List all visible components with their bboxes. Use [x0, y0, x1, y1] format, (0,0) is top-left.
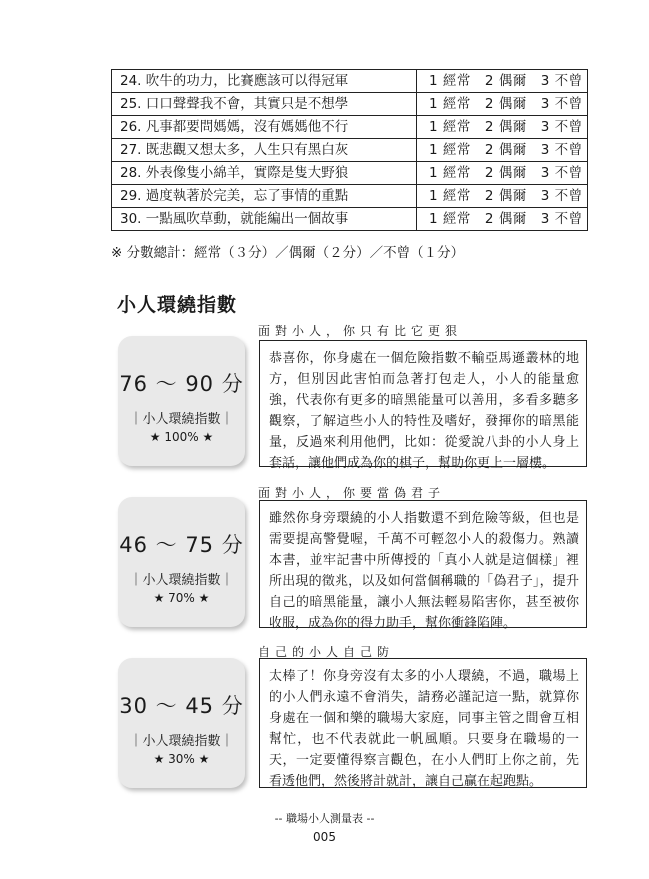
- options-cell: 1 經常 2 偶爾 3 不曾: [417, 185, 588, 208]
- table-row: [112, 70, 588, 93]
- question-cell: 25. 口口聲聲我不會，其實只是不想學: [112, 93, 417, 116]
- question-cell: 28. 外表像隻小綿羊，實際是隻大野狼: [112, 162, 417, 185]
- options-cell: 1 經常 2 偶爾 3 不曾: [417, 208, 588, 231]
- description-box: 恭喜你，你身處在一個危險指數不輸亞馬遜叢林的地方，但別因此害怕而急著打包走人，小人的能量愈強，代表你有更多的暗黑能量可以善用，多看多聽多觀察，了解這些小人的特性及嗜好，發揮你的暗黑能量，反過來利用他們，比如：從愛說八卦的小人身上套話，讓他們成為你的棋子，幫助你更上一層樓。: [259, 340, 587, 467]
- question-cell: 26. 凡事都要問媽媽，沒有媽媽他不行: [112, 116, 417, 139]
- options-cell: 1 經常 2 偶爾 3 不曾: [417, 93, 588, 116]
- options-cell: 1 經常 2 偶爾 3 不曾: [417, 70, 588, 93]
- level-tagline: 自己的小人自己防: [258, 645, 395, 659]
- page-number: 005: [313, 830, 336, 844]
- score-card: [118, 658, 245, 788]
- options-cell: 1 經常 2 偶爾 3 不曾: [417, 116, 588, 139]
- score-range: 76 ～ 90 分: [119, 372, 244, 396]
- footer-title: -- 職場小人測量表 --: [274, 812, 375, 825]
- table-row: [112, 139, 588, 162]
- level-tagline: 面對小人，你要當偽君子: [258, 486, 446, 500]
- table-row: [112, 116, 588, 139]
- score-label: ｜小人環繞指數｜: [129, 412, 234, 427]
- question-cell: 27. 既悲觀又想太多，人生只有黑白灰: [112, 139, 417, 162]
- quiz-table: [111, 69, 588, 231]
- description-box: 太棒了！你身旁沒有太多的小人環繞，不過，職場上的小人們永遠不會消失，請務必謹記這一點，就算你身處在一個和樂的職場大家庭，同事主管之間會互相幫忙，也不代表就此一帆風順。只要身在職場的一天，一定要懂得察言觀色，在小人們盯上你之前，先看透他們，然後將計就計，讓自己贏在起跑點。: [259, 658, 587, 788]
- table-row: [112, 162, 588, 185]
- score-card: [118, 336, 245, 466]
- options-cell: 1 經常 2 偶爾 3 不曾: [417, 139, 588, 162]
- score-range: 46 ～ 75 分: [119, 533, 244, 557]
- score-range: 30 ～ 45 分: [119, 694, 244, 718]
- score-percent: ★ 30% ★: [153, 752, 210, 766]
- question-cell: 30. 一點風吹草動，就能編出一個故事: [112, 208, 417, 231]
- table-row: [112, 93, 588, 116]
- scoring-note: ※ 分數總計：經常（３分）／偶爾（２分）／不曾（１分）: [111, 245, 465, 261]
- score-label: ｜小人環繞指數｜: [129, 734, 234, 749]
- options-cell: 1 經常 2 偶爾 3 不曾: [417, 162, 588, 185]
- section-title: 小人環繞指數: [117, 294, 238, 316]
- table-row: [112, 185, 588, 208]
- level-tagline: 面對小人，你只有比它更狠: [258, 324, 463, 338]
- question-cell: 29. 過度執著於完美，忘了事情的重點: [112, 185, 417, 208]
- score-percent: ★ 100% ★: [149, 430, 214, 444]
- score-label: ｜小人環繞指數｜: [129, 573, 234, 588]
- description-box: 雖然你身旁環繞的小人指數還不到危險等級，但也是需要提高警覺喔，千萬不可輕忽小人的殺傷力。熟讀本書，並牢記書中所傳授的「真小人就是這個樣」裡所出現的徵兆，以及如何當個稱職的「偽君子」，提升自己的暗黑能量，讓小人無法輕易陷害你，甚至被你收服，成為你的得力助手，幫你衝鋒陷陣。: [259, 500, 587, 628]
- question-cell: 24. 吹牛的功力，比賽應該可以得冠軍: [112, 70, 417, 93]
- score-card: [118, 497, 245, 627]
- table-row: [112, 208, 588, 231]
- score-percent: ★ 70% ★: [153, 591, 210, 605]
